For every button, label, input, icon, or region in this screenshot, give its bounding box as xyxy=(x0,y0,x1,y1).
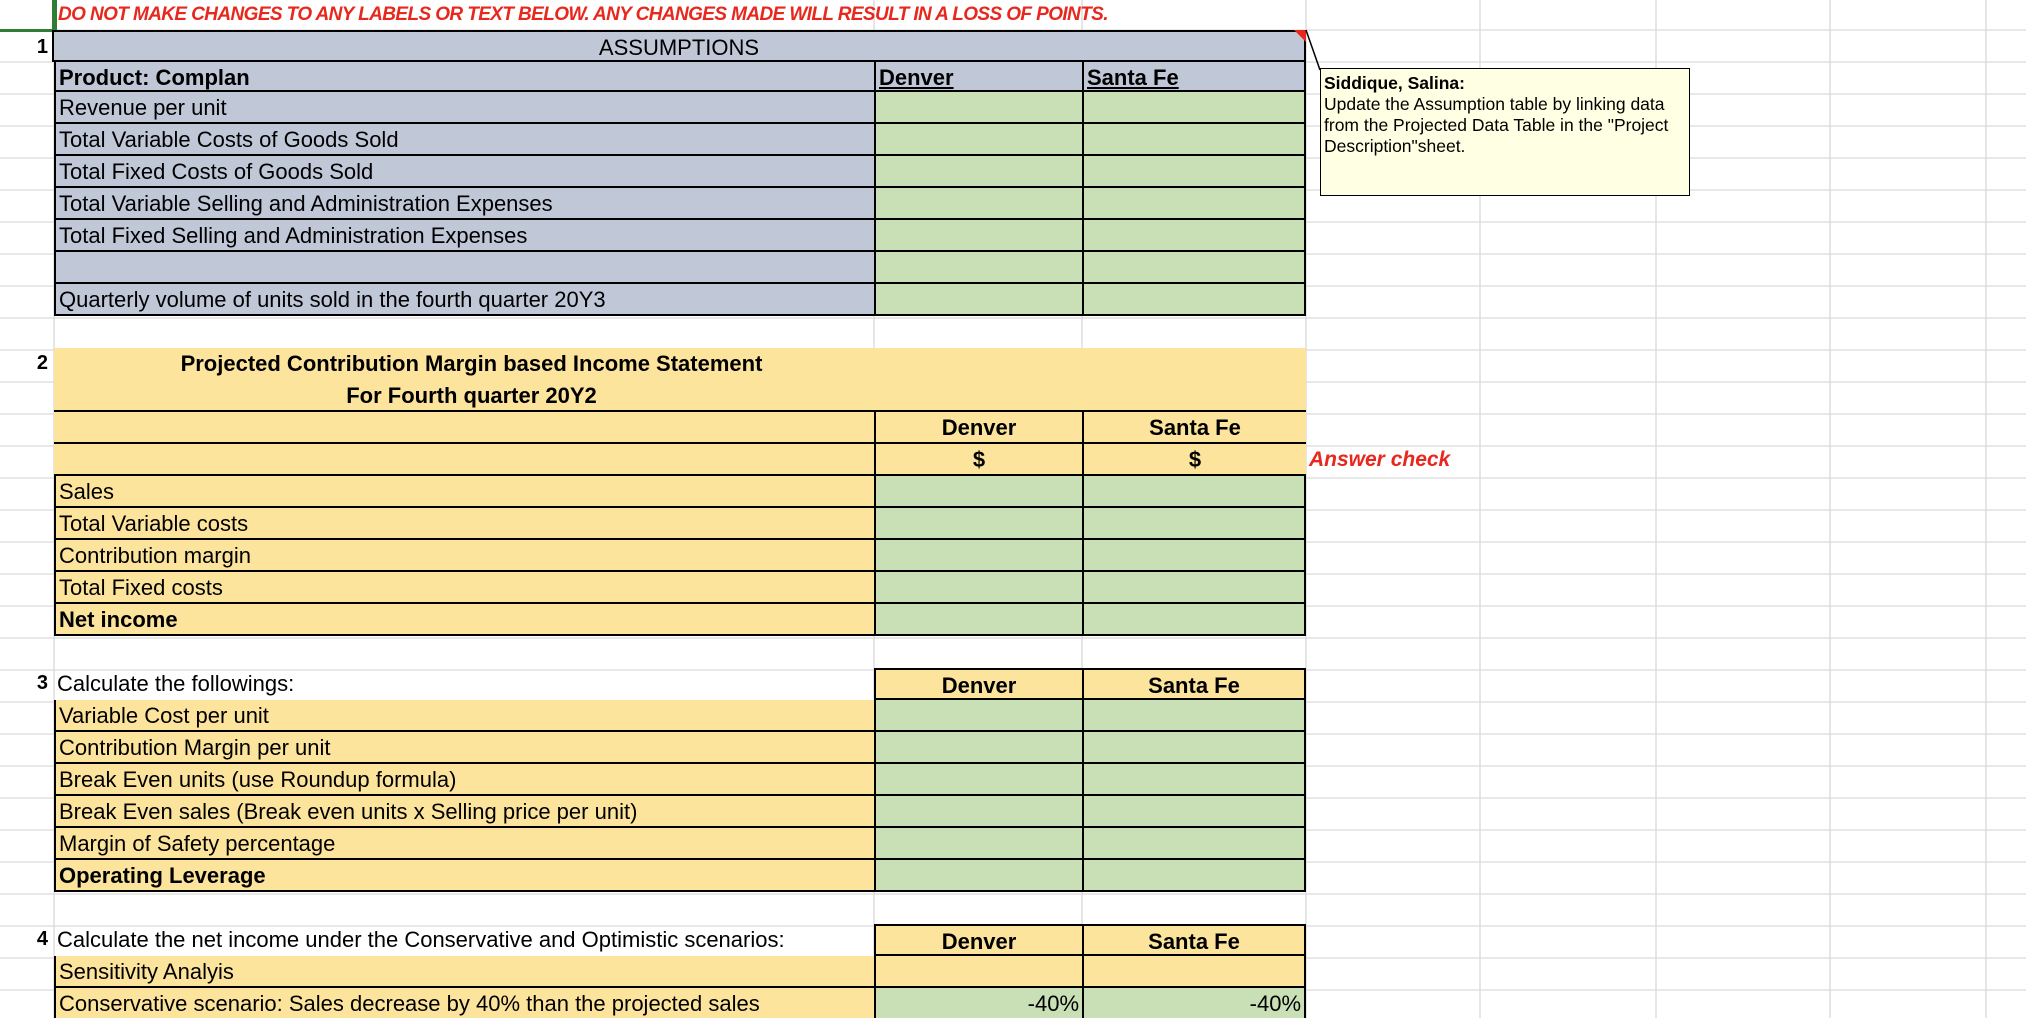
calc-row-label[interactable]: Break Even sales (Break even units x Selling price per unit) xyxy=(54,796,874,828)
assumption-row-label[interactable] xyxy=(54,252,874,284)
blank-label-cell[interactable] xyxy=(54,444,874,476)
section-number-1: 1 xyxy=(36,36,48,58)
income-statement-subtitle: For Fourth quarter 20Y2 xyxy=(54,380,1306,412)
is-col-santafe[interactable]: Santa Fe xyxy=(1082,412,1306,444)
income-santafe-input[interactable] xyxy=(1082,476,1306,508)
assumption-denver-input[interactable] xyxy=(874,92,1082,124)
income-santafe-input[interactable] xyxy=(1082,572,1306,604)
cell-comment-box[interactable] xyxy=(1320,68,1690,196)
answer-check-label: Answer check xyxy=(1309,448,1451,471)
income-row-label[interactable]: Contribution margin xyxy=(54,540,874,572)
assumption-denver-input[interactable] xyxy=(874,156,1082,188)
assumption-santafe-input[interactable] xyxy=(1082,124,1306,156)
assumption-row-label[interactable]: Revenue per unit xyxy=(54,92,874,124)
is-col-denver[interactable]: Denver xyxy=(874,412,1082,444)
calc-santafe-input[interactable] xyxy=(1082,764,1306,796)
s4-col-denver[interactable]: Denver xyxy=(874,924,1082,956)
scenario-santafe-cell[interactable] xyxy=(1082,956,1306,988)
income-row-label[interactable]: Sales xyxy=(54,476,874,508)
assumption-row-label[interactable]: Total Variable Costs of Goods Sold xyxy=(54,124,874,156)
assumption-denver-input[interactable] xyxy=(874,252,1082,284)
assumption-santafe-input[interactable] xyxy=(1082,92,1306,124)
assumption-santafe-input[interactable] xyxy=(1082,284,1306,316)
assumption-row-label[interactable]: Total Variable Selling and Administration Expenses xyxy=(54,188,874,220)
assumption-denver-input[interactable] xyxy=(874,188,1082,220)
currency-santafe[interactable]: $ xyxy=(1082,444,1306,476)
scenario-denver-cell[interactable]: -40% xyxy=(874,988,1082,1018)
income-row-label[interactable]: Total Variable costs xyxy=(54,508,874,540)
scenario-santafe-cell[interactable]: -40% xyxy=(1082,988,1306,1018)
product-label[interactable]: Product: Complan xyxy=(54,62,874,92)
assumption-denver-input[interactable] xyxy=(874,124,1082,156)
calc-santafe-input[interactable] xyxy=(1082,700,1306,732)
s3-col-denver[interactable]: Denver xyxy=(874,668,1082,700)
s3-col-santafe[interactable]: Santa Fe xyxy=(1082,668,1306,700)
assumption-santafe-input[interactable] xyxy=(1082,188,1306,220)
calc-denver-input[interactable] xyxy=(874,828,1082,860)
calc-santafe-input[interactable] xyxy=(1082,732,1306,764)
income-denver-input[interactable] xyxy=(874,476,1082,508)
income-row-label[interactable]: Total Fixed costs xyxy=(54,572,874,604)
section-number-4: 4 xyxy=(36,928,48,950)
calc-denver-input[interactable] xyxy=(874,796,1082,828)
scenario-row-label[interactable]: Sensitivity Analyis xyxy=(54,956,874,988)
income-denver-input[interactable] xyxy=(874,572,1082,604)
income-santafe-input[interactable] xyxy=(1082,508,1306,540)
section-number-2: 2 xyxy=(36,352,48,374)
income-statement-title: Projected Contribution Margin based Income Statement xyxy=(54,348,1306,380)
assumption-row-label[interactable]: Quarterly volume of units sold in the fourth quarter 20Y3 xyxy=(54,284,874,316)
calc-santafe-input[interactable] xyxy=(1082,860,1306,892)
calc-santafe-input[interactable] xyxy=(1082,828,1306,860)
section3-title: Calculate the followings: xyxy=(57,671,295,696)
calc-row-label[interactable]: Contribution Margin per unit xyxy=(54,732,874,764)
assumptions-title: ASSUMPTIONS xyxy=(52,30,1306,62)
col-header-santafe[interactable]: Santa Fe xyxy=(1082,62,1306,92)
calc-row-label[interactable]: Break Even units (use Roundup formula) xyxy=(54,764,874,796)
income-denver-input[interactable] xyxy=(874,604,1082,636)
income-santafe-input[interactable] xyxy=(1082,540,1306,572)
calc-denver-input[interactable] xyxy=(874,764,1082,796)
calc-denver-input[interactable] xyxy=(874,700,1082,732)
assumption-santafe-input[interactable] xyxy=(1082,252,1306,284)
assumption-row-label[interactable]: Total Fixed Costs of Goods Sold xyxy=(54,156,874,188)
comment-text: Update the Assumption table by linking data from the Projected Data Table in the "Project Description"sheet. xyxy=(1324,94,1669,156)
assumption-denver-input[interactable] xyxy=(874,284,1082,316)
s4-col-santafe[interactable]: Santa Fe xyxy=(1082,924,1306,956)
income-denver-input[interactable] xyxy=(874,540,1082,572)
calc-denver-input[interactable] xyxy=(874,860,1082,892)
blank-label-cell[interactable] xyxy=(54,412,874,444)
income-santafe-input[interactable] xyxy=(1082,604,1306,636)
calc-santafe-input[interactable] xyxy=(1082,796,1306,828)
calc-denver-input[interactable] xyxy=(874,732,1082,764)
assumption-row-label[interactable]: Total Fixed Selling and Administration Expenses xyxy=(54,220,874,252)
currency-denver[interactable]: $ xyxy=(874,444,1082,476)
assumption-santafe-input[interactable] xyxy=(1082,220,1306,252)
assumption-denver-input[interactable] xyxy=(874,220,1082,252)
assumption-santafe-input[interactable] xyxy=(1082,156,1306,188)
calc-row-label[interactable]: Margin of Safety percentage xyxy=(54,828,874,860)
section-number-3: 3 xyxy=(36,672,48,694)
scenario-row-label[interactable]: Conservative scenario: Sales decrease by 40% than the projected sales xyxy=(54,988,874,1018)
scenario-denver-cell[interactable] xyxy=(874,956,1082,988)
warning-banner: DO NOT MAKE CHANGES TO ANY LABELS OR TEXT BELOW. ANY CHANGES MADE WILL RESULT IN A LOSS OF POINTS. xyxy=(58,4,1108,25)
section4-title: Calculate the net income under the Conservative and Optimistic scenarios: xyxy=(57,927,785,952)
calc-row-label[interactable]: Operating Leverage xyxy=(54,860,874,892)
income-row-label[interactable]: Net income xyxy=(54,604,874,636)
comment-author: Siddique, Salina: xyxy=(1324,73,1465,93)
col-header-denver[interactable]: Denver xyxy=(874,62,1082,92)
income-denver-input[interactable] xyxy=(874,508,1082,540)
calc-row-label[interactable]: Variable Cost per unit xyxy=(54,700,874,732)
